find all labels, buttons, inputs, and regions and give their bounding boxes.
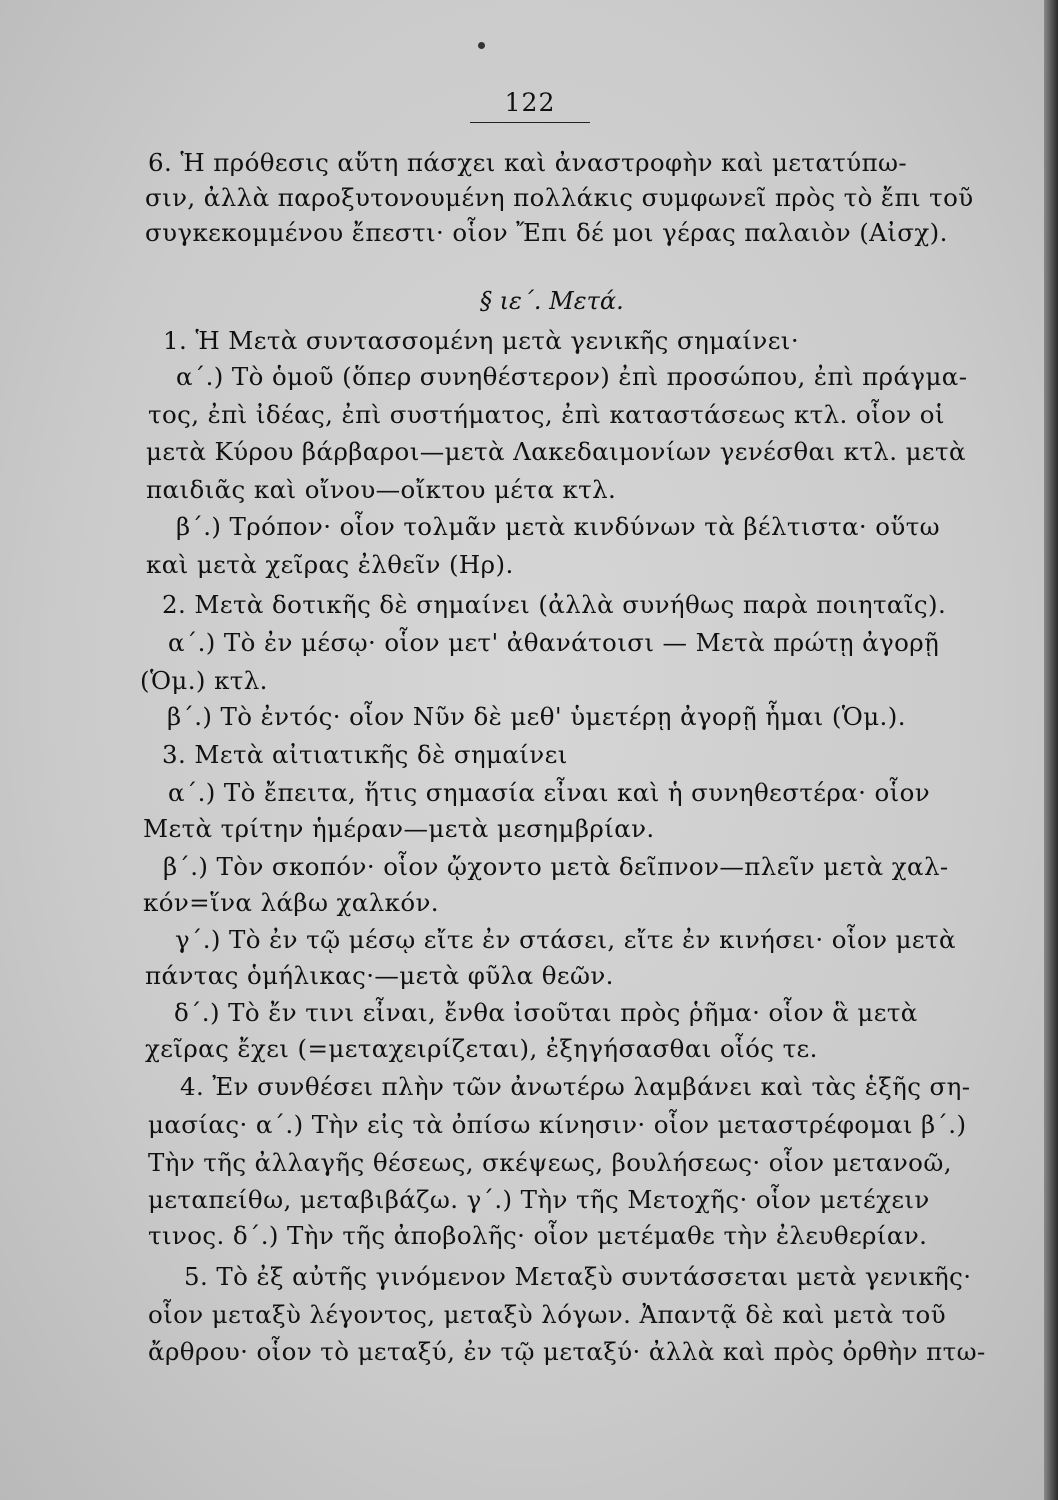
- text-line: τινος. δ΄.) Τὴν τῆς ἀποβολῆς· οἷον μετέμαθε τὴν ἐλευθερίαν.: [148, 1221, 928, 1250]
- text-line: 4. Ἐν συνθέσει πλὴν τῶν ἀνωτέρω λαμβάνει καὶ τὰς ἑξῆς ση-: [180, 1072, 971, 1101]
- text-line: καὶ μετὰ χεῖρας ἐλθεῖν (Ηρ).: [146, 550, 514, 579]
- text-line: οἷον μεταξὺ λέγοντος, μεταξὺ λόγων. Ἀπαντᾷ δὲ καὶ μετὰ τοῦ: [148, 1300, 947, 1329]
- text-line: Τὴν τῆς ἀλλαγῆς θέσεως, σκέψεως, βουλήσεως· οἷον μετανοῶ,: [148, 1148, 952, 1177]
- text-line: τος, ἐπὶ ἰδέας, ἐπὶ συστήματος, ἐπὶ καταστάσεως κτλ. οἷον οἱ: [148, 400, 945, 429]
- text-line: β΄.) Τρόπον· οἷον τολμᾶν μετὰ κινδύνων τὰ βέλτιστα· οὕτω: [176, 512, 941, 541]
- text-line: σιν, ἀλλὰ παροξυτονουμένη πολλάκις συμφωνεῖ πρὸς τὸ ἔπι τοῦ: [145, 183, 974, 212]
- page-number-rule: [470, 122, 590, 123]
- text-line: Μετὰ τρίτην ἡμέραν—μετὰ μεσημβρίαν.: [143, 814, 655, 843]
- text-line: γ΄.) Τὸ ἐν τῷ μέσῳ εἴτε ἐν στάσει, εἴτε ἐν κινήσει· οἷον μετὰ: [175, 925, 956, 954]
- page-number: 122: [504, 88, 556, 117]
- ink-dot: [478, 42, 485, 49]
- text-line: 2. Μετὰ δοτικῆς δὲ σημαίνει (ἀλλὰ συνήθως παρὰ ποιηταῖς).: [162, 590, 947, 619]
- text-line: ἄρθρου· οἷον τὸ μεταξύ, ἐν τῷ μεταξύ· ἀλλὰ καὶ πρὸς ὀρθὴν πτω-: [148, 1337, 986, 1366]
- text-line: α΄.) Τὸ ὁμοῦ (ὅπερ συνηθέστερον) ἐπὶ προσώπου, ἐπὶ πράγμα-: [176, 362, 968, 391]
- text-line: (Ὁμ.) κτλ.: [140, 666, 268, 695]
- text-line: χεῖρας ἔχει (=μεταχειρίζεται), ἐξηγήσασθαι οἷός τε.: [145, 1034, 818, 1063]
- text-line: β΄.) Τὸν σκοπόν· οἷον ᾤχοντο μετὰ δεῖπνον—πλεῖν μετὰ χαλ-: [163, 852, 949, 881]
- text-line: 1. Ἡ Μετὰ συντασσομένη μετὰ γενικῆς σημαίνει·: [163, 326, 800, 355]
- page-edge-shadow: [1044, 0, 1058, 1500]
- text-line: συγκεκομμένου ἔπεστι· οἷον Ἔπι δέ μοι γέρας παλαιὸν (Αἰσχ).: [145, 218, 948, 247]
- text-line: 3. Μετὰ αἰτιατικῆς δὲ σημαίνει: [162, 740, 568, 769]
- text-line: α΄.) Τὸ ἐν μέσῳ· οἷον μετ' ἀθανάτοισι — Μετὰ πρώτῃ ἀγορῇ: [168, 628, 940, 657]
- text-line: κόν=ἵνα λάβω χαλκόν.: [143, 888, 439, 917]
- text-line: δ΄.) Τὸ ἔν τινι εἶναι, ἔνθα ἰσοῦται πρὸς ῥῆμα· οἷον ἃ μετὰ: [174, 998, 918, 1027]
- text-line: μετὰ Κύρου βάρβαροι—μετὰ Λακεδαιμονίων γενέσθαι κτλ. μετὰ: [146, 437, 966, 466]
- text-line: 5. Τὸ ἐξ αὐτῆς γινόμενον Μεταξὺ συντάσσεται μετὰ γενικῆς·: [184, 1262, 972, 1291]
- text-line: πάντας ὁμήλικας·—μετὰ φῦλα θεῶν.: [145, 961, 614, 990]
- text-line: 6. Ἡ πρόθεσις αὕτη πάσχει καὶ ἀναστροφὴν καὶ μετατύπω-: [148, 148, 908, 177]
- section-heading: § ιε΄. Μετά.: [480, 287, 624, 315]
- text-line: μεταπείθω, μεταβιβάζω. γ΄.) Τὴν τῆς Μετοχῆς· οἷον μετέχειν: [148, 1185, 930, 1214]
- text-line: μασίας· α΄.) Τὴν εἰς τὰ ὀπίσω κίνησιν· οἷον μεταστρέφομαι β΄.): [148, 1110, 967, 1139]
- text-line: α΄.) Τὸ ἔπειτα, ἥτις σημασία εἶναι καὶ ἡ συνηθεστέρα· οἷον: [168, 778, 931, 807]
- text-line: παιδιᾶς καὶ οἴνου—οἴκτου μέτα κτλ.: [146, 475, 617, 504]
- text-line: β΄.) Τὸ ἐντός· οἷον Νῦν δὲ μεθ' ὑμετέρῃ ἀγορῇ ἧμαι (Ὁμ.).: [167, 702, 906, 731]
